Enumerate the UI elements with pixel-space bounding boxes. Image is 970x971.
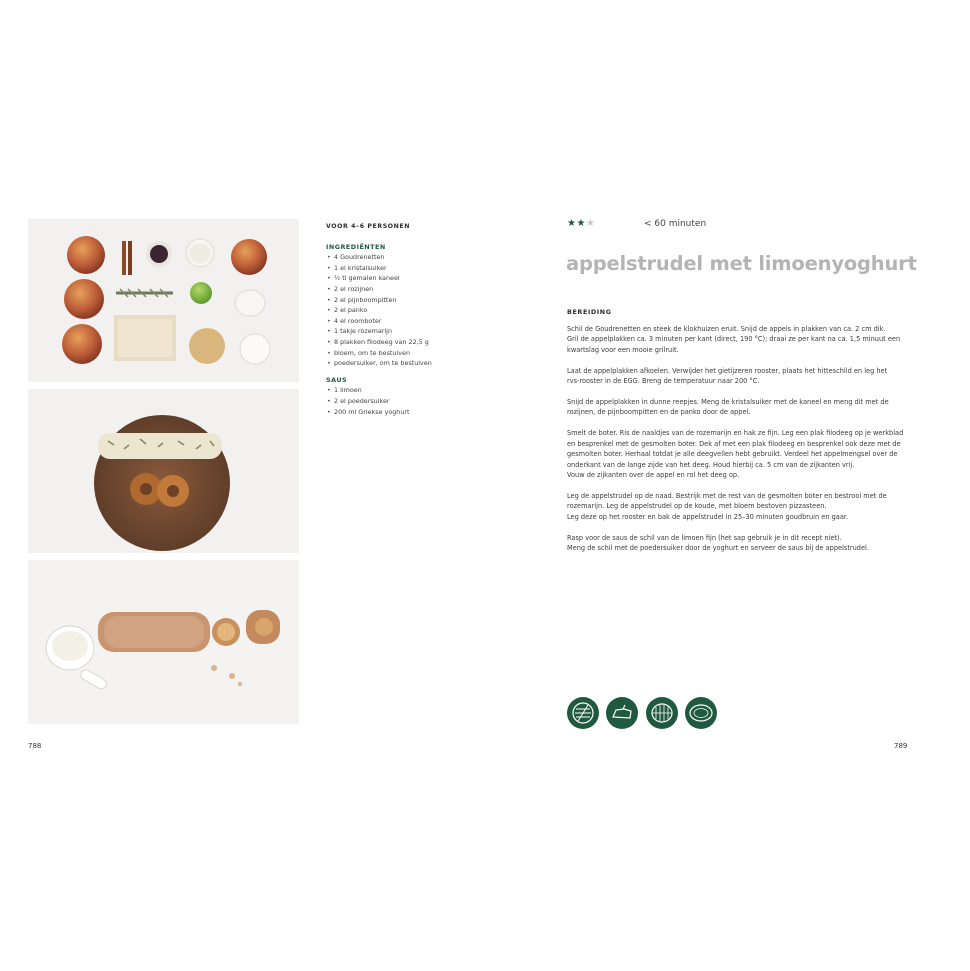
list-item: • poedersuiker, om te bestuiven xyxy=(326,358,526,369)
star-filled-icon: ★ xyxy=(567,218,577,229)
preparation-paragraph xyxy=(567,397,912,418)
ingredients-list xyxy=(326,252,526,369)
list-item: • 1 limoen xyxy=(326,385,526,396)
finished-strudel-photo xyxy=(28,560,299,724)
preparation-paragraph xyxy=(567,428,912,480)
text-line: Meng de schil met de poedersuiker door de yoghurt en serveer de saus bij de appelstrudel. xyxy=(567,544,869,552)
text-line: rvs-rooster in de EGG. Breng de temperatuur naar 200 °C. xyxy=(567,377,760,386)
text-line: kwartslag voor een mooie grilruit. xyxy=(567,345,679,354)
list-item: • bloem, om te bestuiven xyxy=(326,348,526,359)
list-item: • 1 takje rozemarijn xyxy=(326,326,526,337)
text-line: Leg deze op het rooster en bak de appelstrudel in 25–30 minuten goudbruin en gaar. xyxy=(567,512,849,521)
ingredients-heading: INGREDIËNTEN xyxy=(326,242,386,251)
page-number-left: 788 xyxy=(28,742,42,750)
rolling-strudel-photo xyxy=(28,389,299,553)
recipe-title: appelstrudel met limoenyoghurt xyxy=(566,252,917,275)
list-item: • ½ tl gemalen kaneel xyxy=(326,273,526,284)
text-line: rozijnen, de pijnboompitten en de panko door de appel. xyxy=(567,408,751,417)
sauce-heading: SAUS xyxy=(326,375,348,384)
sauce-list xyxy=(326,385,526,417)
page-number-right: 789 xyxy=(894,742,908,750)
preparation-paragraph xyxy=(567,366,912,387)
text-line: Snijd de appelplakken in dunne reepjes. Meng de kristalsuiker met de kaneel en meng dit met de xyxy=(567,398,889,407)
list-item: • 4 Goudrenetten xyxy=(326,252,526,263)
text-line: Gril de appelplakken ca. 3 minuten per kant (direct, 190 °C); draai ze per kant na ca. 1,5 minuut een xyxy=(567,335,901,344)
ingredients-sidebar xyxy=(326,222,526,423)
heat-deflector-icon xyxy=(685,697,717,729)
preparation-paragraph xyxy=(567,324,912,355)
cast-iron-grid-icon xyxy=(646,697,678,729)
difficulty-stars xyxy=(567,218,595,229)
list-item: • 1 el kristalsuiker xyxy=(326,263,526,274)
prep-time: < 60 minuten xyxy=(644,219,707,229)
list-item: • 8 plakken filodeeg van 22,5 g xyxy=(326,337,526,348)
preparation-text xyxy=(567,324,912,564)
text-line: gesmolten boter. Herhaal totdat je alle deegvellen hebt gebruikt. Verdeel het appelmengsel over de xyxy=(567,450,898,459)
list-item: • 2 el poedersuiker xyxy=(326,396,526,407)
text-line: Leg de appelstrudel op de naad. Bestrijk met de rest van de gesmolten boter en bestrooi met de xyxy=(567,491,887,500)
text-line: Rasp voor de saus de schil van de limoen fijn (het sap gebruik je in dit recept niet). xyxy=(567,533,842,542)
text-line: en besprenkel met de gesmolten boter. Dek af met een plak filodeeg en besprenkel ook deze met de xyxy=(567,439,901,448)
list-item: • 4 el roomboter xyxy=(326,316,526,327)
preparation-paragraph xyxy=(567,533,912,554)
text-line: rozemarijn. Leg de appelstrudel op de koude, met bloem bestoven pizzasteen. xyxy=(567,502,827,511)
list-item: • 200 ml Griekse yoghurt xyxy=(326,407,526,418)
servings-label: VOOR 4–6 PERSONEN xyxy=(326,223,411,230)
text-line: onderkant van de lange zijde van het deeg. Houd hierbij ca. 5 cm van de zijkanten vrij. xyxy=(567,460,855,469)
pizza-stone-icon xyxy=(606,697,638,729)
list-item: • 2 el pijnboompitten xyxy=(326,295,526,306)
text-line: Smelt de boter. Ris de naaldjes van de rozemarijn en hak ze fijn. Leg een plak filodeeg op je werkblad xyxy=(567,429,904,438)
list-item: • 2 el rozijnen xyxy=(326,284,526,295)
preparation-heading: BEREIDING xyxy=(567,308,612,316)
text-line: Schil de Goudrenetten en steek de klokhuizen eruit. Snijd de appels in plakken van ca. 2 cm dik. xyxy=(567,325,886,333)
ingredients-photo xyxy=(28,219,299,382)
text-line: Laat de appelplakken afkoelen. Verwijder het gietijzeren rooster, plaats het hitteschild en leg het xyxy=(567,366,888,375)
list-item: • 2 el panko xyxy=(326,305,526,316)
preparation-paragraph xyxy=(567,491,912,522)
star-empty-icon: ★ xyxy=(585,218,596,229)
star-filled-icon: ★ xyxy=(576,218,586,229)
grill-grid-icon xyxy=(567,697,599,729)
text-line: Vouw de zijkanten over de appel en rol het deeg op. xyxy=(567,470,740,479)
